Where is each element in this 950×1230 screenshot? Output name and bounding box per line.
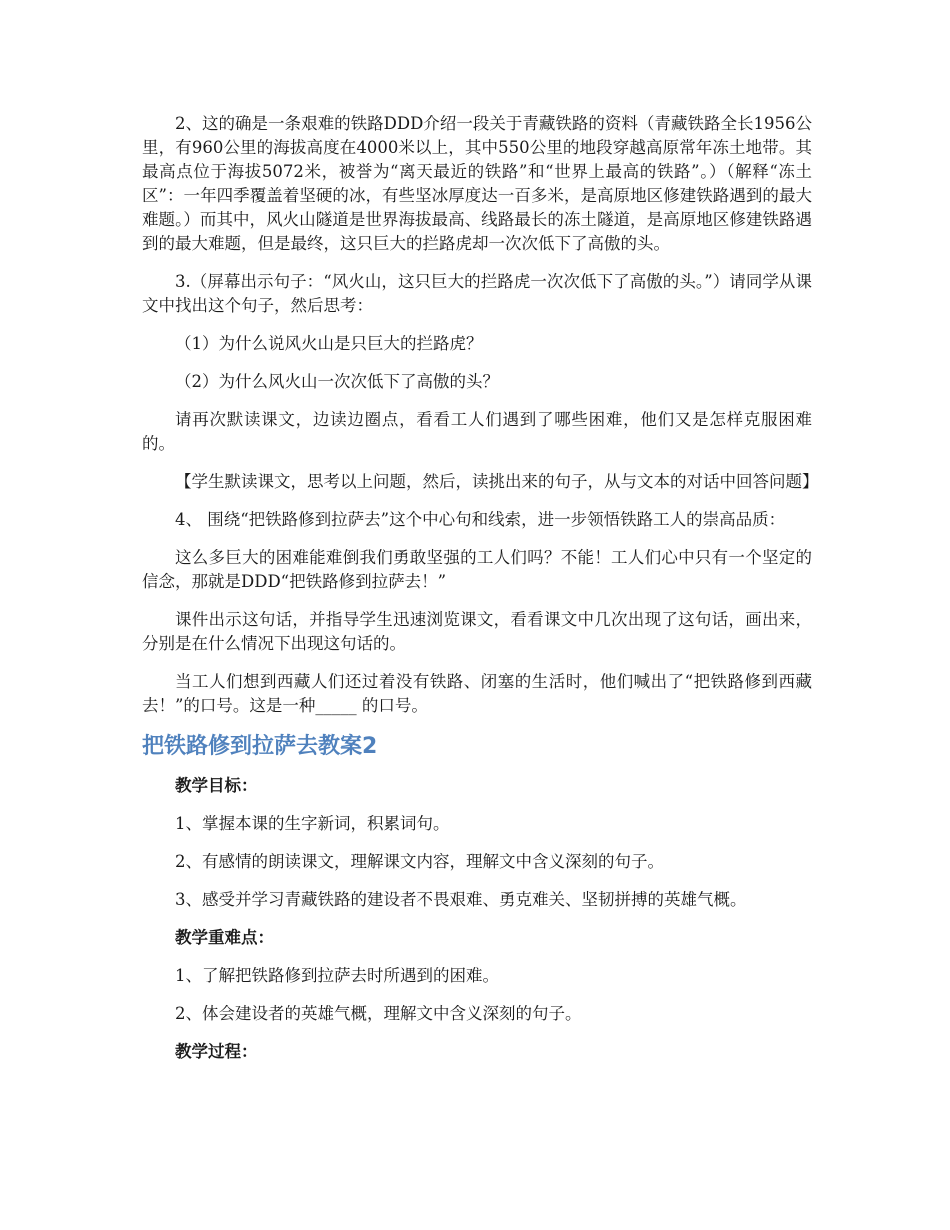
paragraph-screen-sentence: 3.（屏幕出示句子：“风火山，这只巨大的拦路虎一次次低下了高傲的头。”）请同学从课文中找出这个句子，然后思考：	[142, 272, 812, 315]
paragraph-reread: 请再次默读课文，边读边圈点，看看工人们遇到了哪些困难，他们又是怎样克服困难的。	[142, 410, 812, 453]
paragraph-central-sentence: 4、 围绕“把铁路修到拉萨去”这个中心句和线索，进一步领悟铁路工人的崇高品质：	[175, 510, 786, 529]
question-1: （1）为什么说风火山是只巨大的拦路虎？	[175, 334, 483, 353]
paragraph-student-activity: 【学生默读课文，思考以上问题，然后，读挑出来的句子，从与文本的对话中回答问题】	[175, 472, 819, 491]
section-heading: 把铁路修到拉萨去教案2	[142, 734, 378, 759]
paragraph-slogan: 当工人们想到西藏人们还过着没有铁路、闭塞的生活时，他们喊出了“把铁路修到西藏去！”的口号。这是一种_____ 的口号。	[142, 672, 812, 715]
key-point-1: 1、了解把铁路修到拉萨去时所遇到的困难。	[175, 966, 499, 985]
goal-item-3: 3、感受并学习青藏铁路的建设者不畏艰难、勇克难关、坚韧拼搏的英雄气概。	[175, 890, 747, 909]
question-2: （2）为什么风火山一次次低下了高傲的头？	[175, 372, 499, 391]
document-page	[142, 112, 819, 1078]
key-point-2: 2、体会建设者的英雄气概，理解文中含义深刻的句子。	[175, 1004, 582, 1023]
key-points-label: 教学重难点：	[175, 928, 274, 947]
process-label: 教学过程：	[175, 1042, 258, 1061]
goal-item-1: 1、掌握本课的生字新词，积累词句。	[175, 814, 450, 833]
paragraph-courseware: 课件出示这句话，并指导学生迅速浏览课文，看看课文中几次出现了这句话，画出来，分别是在什么情况下出现这句话的。	[142, 610, 812, 653]
goal-item-2: 2、有感情的朗读课文，理解课文内容，理解文中含义深刻的句子。	[175, 852, 664, 871]
goals-label: 教学目标：	[175, 776, 258, 795]
paragraph-belief: 这么多巨大的困难能难倒我们勇敢坚强的工人们吗？不能！工人们心中只有一个坚定的信念，那就是DDD“把铁路修到拉萨去！”	[142, 548, 812, 591]
paragraph-railway-info: 2、这的确是一条艰难的铁路DDD介绍一段关于青藏铁路的资料（青藏铁路全长1956公里，有960公里的海拔高度在4000米以上，其中550公里的地段穿越高原常年冻土地带。其最高点位于海拔5072米，被誉为“离天最近的铁路”和“世界上最高的铁路”。）（解释“冻土区”：一年四季覆盖着坚硬的冰，有些坚冰厚度达一百多米，是高原地区修建铁路遇到的最大难题。）而其中，风火山隧道是世界海拔最高、线路最长的冻土隧道，是高原地区修建铁路遇到的最大难题，但是最终，这只巨大的拦路虎却一次次低下了高傲的头。	[142, 114, 812, 253]
